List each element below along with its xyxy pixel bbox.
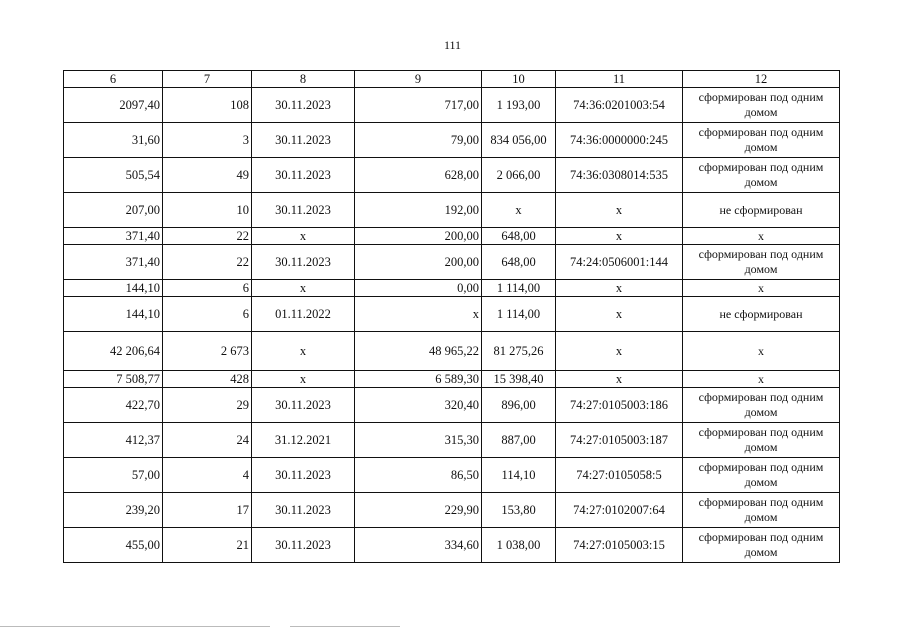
table-cell-col7: 2 673 <box>163 332 252 371</box>
column-header: 6 <box>64 71 163 88</box>
table-cell-col12: x <box>683 280 840 297</box>
table-cell-col9: 79,00 <box>355 123 482 158</box>
table-cell-col11: x <box>556 371 683 388</box>
table-cell-col7: 3 <box>163 123 252 158</box>
table-cell-col6: 371,40 <box>64 228 163 245</box>
table-row <box>64 332 840 371</box>
table-cell-col7: 29 <box>163 388 252 423</box>
table-cell-col10: 153,80 <box>482 493 556 528</box>
table-cell-col8: 30.11.2023 <box>252 458 355 493</box>
table-cell-col8: 31.12.2021 <box>252 423 355 458</box>
table-cell-col6: 31,60 <box>64 123 163 158</box>
table-cell-col10: 15 398,40 <box>482 371 556 388</box>
table-cell-col8: 30.11.2023 <box>252 158 355 193</box>
table-cell-col12: сформирован под одним домом <box>683 123 840 158</box>
table-row <box>64 297 840 332</box>
table-cell-col9: 48 965,22 <box>355 332 482 371</box>
table-cell-col10: 114,10 <box>482 458 556 493</box>
table-cell-col9: 192,00 <box>355 193 482 228</box>
column-header: 10 <box>482 71 556 88</box>
table-cell-col6: 2097,40 <box>64 88 163 123</box>
table-row <box>64 458 840 493</box>
table-cell-col7: 22 <box>163 228 252 245</box>
table-cell-col7: 6 <box>163 280 252 297</box>
table-cell-col11: 74:27:0105003:186 <box>556 388 683 423</box>
table-cell-col10: 2 066,00 <box>482 158 556 193</box>
table-cell-col12: сформирован под одним домом <box>683 458 840 493</box>
table-cell-col9: 200,00 <box>355 245 482 280</box>
table-cell-col6: 422,70 <box>64 388 163 423</box>
table-cell-col12: сформирован под одним домом <box>683 88 840 123</box>
table-cell-col11: x <box>556 193 683 228</box>
table-cell-col10: 1 193,00 <box>482 88 556 123</box>
table-cell-col8: 30.11.2023 <box>252 493 355 528</box>
table-cell-col7: 428 <box>163 371 252 388</box>
table-cell-col6: 239,20 <box>64 493 163 528</box>
table-row <box>64 228 840 245</box>
table-cell-col6: 455,00 <box>64 528 163 563</box>
table-cell-col12: x <box>683 371 840 388</box>
page-number: 111 <box>443 38 462 52</box>
table-cell-col11: x <box>556 228 683 245</box>
table-cell-col8: 30.11.2023 <box>252 528 355 563</box>
table-row <box>64 423 840 458</box>
column-header: 11 <box>556 71 683 88</box>
column-header: 7 <box>163 71 252 88</box>
table-row <box>64 371 840 388</box>
table-cell-col11: 74:36:0308014:535 <box>556 158 683 193</box>
table-cell-col10: 648,00 <box>482 228 556 245</box>
table-cell-col6: 371,40 <box>64 245 163 280</box>
table-cell-col7: 108 <box>163 88 252 123</box>
table-cell-col10: 1 114,00 <box>482 297 556 332</box>
table-cell-col12: сформирован под одним домом <box>683 493 840 528</box>
table-cell-col8: x <box>252 371 355 388</box>
table-cell-col7: 21 <box>163 528 252 563</box>
table-cell-col12: сформирован под одним домом <box>683 528 840 563</box>
table-cell-col10: 834 056,00 <box>482 123 556 158</box>
column-header: 8 <box>252 71 355 88</box>
table-cell-col11: 74:36:0000000:245 <box>556 123 683 158</box>
table-cell-col8: 30.11.2023 <box>252 88 355 123</box>
table-cell-col11: 74:27:0105003:187 <box>556 423 683 458</box>
table-cell-col8: x <box>252 228 355 245</box>
table-cell-col10: 1 038,00 <box>482 528 556 563</box>
table-cell-col9: 229,90 <box>355 493 482 528</box>
table-cell-col9: 315,30 <box>355 423 482 458</box>
table-row <box>64 88 840 123</box>
table-cell-col8: 30.11.2023 <box>252 193 355 228</box>
column-header: 12 <box>683 71 840 88</box>
table-row <box>64 528 840 563</box>
table-cell-col7: 17 <box>163 493 252 528</box>
table-cell-col9: 86,50 <box>355 458 482 493</box>
table-row <box>64 245 840 280</box>
table-cell-col11: 74:27:0105003:15 <box>556 528 683 563</box>
table-cell-col12: не сформирован <box>683 193 840 228</box>
table-cell-col8: x <box>252 280 355 297</box>
table-cell-col6: 57,00 <box>64 458 163 493</box>
table-body <box>64 88 840 563</box>
table-row <box>64 123 840 158</box>
scan-artifact-line <box>290 626 400 627</box>
table-cell-col10: 896,00 <box>482 388 556 423</box>
table-cell-col10: 1 114,00 <box>482 280 556 297</box>
table-cell-col10: 81 275,26 <box>482 332 556 371</box>
table-cell-col11: 74:27:0102007:64 <box>556 493 683 528</box>
table-cell-col10: 887,00 <box>482 423 556 458</box>
table-cell-col12: x <box>683 332 840 371</box>
table-cell-col6: 207,00 <box>64 193 163 228</box>
table-cell-col6: 7 508,77 <box>64 371 163 388</box>
table-cell-col9: x <box>355 297 482 332</box>
table-cell-col9: 717,00 <box>355 88 482 123</box>
table-cell-col7: 24 <box>163 423 252 458</box>
table-cell-col12: не сформирован <box>683 297 840 332</box>
table-cell-col12: сформирован под одним домом <box>683 158 840 193</box>
table-cell-col11: x <box>556 297 683 332</box>
scan-artifact-line <box>0 626 270 627</box>
table-cell-col6: 412,37 <box>64 423 163 458</box>
table-cell-col10: x <box>482 193 556 228</box>
table-cell-col6: 505,54 <box>64 158 163 193</box>
table-header <box>64 71 840 88</box>
table-cell-col11: x <box>556 332 683 371</box>
table-cell-col7: 49 <box>163 158 252 193</box>
table-cell-col6: 144,10 <box>64 280 163 297</box>
table-cell-col8: 30.11.2023 <box>252 245 355 280</box>
table-row <box>64 388 840 423</box>
table-cell-col11: 74:24:0506001:144 <box>556 245 683 280</box>
table-cell-col8: x <box>252 332 355 371</box>
table-cell-col6: 144,10 <box>64 297 163 332</box>
table-row <box>64 280 840 297</box>
table-cell-col9: 334,60 <box>355 528 482 563</box>
table-cell-col8: 30.11.2023 <box>252 388 355 423</box>
table-cell-col6: 42 206,64 <box>64 332 163 371</box>
table-row <box>64 158 840 193</box>
column-header: 9 <box>355 71 482 88</box>
table-cell-col12: сформирован под одним домом <box>683 423 840 458</box>
table-cell-col12: сформирован под одним домом <box>683 245 840 280</box>
table-cell-col7: 4 <box>163 458 252 493</box>
table-cell-col9: 320,40 <box>355 388 482 423</box>
data-table <box>63 70 840 563</box>
table-cell-col10: 648,00 <box>482 245 556 280</box>
table-cell-col8: 01.11.2022 <box>252 297 355 332</box>
table-cell-col9: 6 589,30 <box>355 371 482 388</box>
table-cell-col7: 10 <box>163 193 252 228</box>
table-cell-col11: 74:36:0201003:54 <box>556 88 683 123</box>
table-row <box>64 493 840 528</box>
table-cell-col11: 74:27:0105058:5 <box>556 458 683 493</box>
table-cell-col9: 0,00 <box>355 280 482 297</box>
table-cell-col8: 30.11.2023 <box>252 123 355 158</box>
table-cell-col7: 22 <box>163 245 252 280</box>
table-cell-col9: 200,00 <box>355 228 482 245</box>
table-cell-col9: 628,00 <box>355 158 482 193</box>
table-cell-col12: x <box>683 228 840 245</box>
table-cell-col12: сформирован под одним домом <box>683 388 840 423</box>
table-row <box>64 193 840 228</box>
table-cell-col11: x <box>556 280 683 297</box>
table-cell-col7: 6 <box>163 297 252 332</box>
